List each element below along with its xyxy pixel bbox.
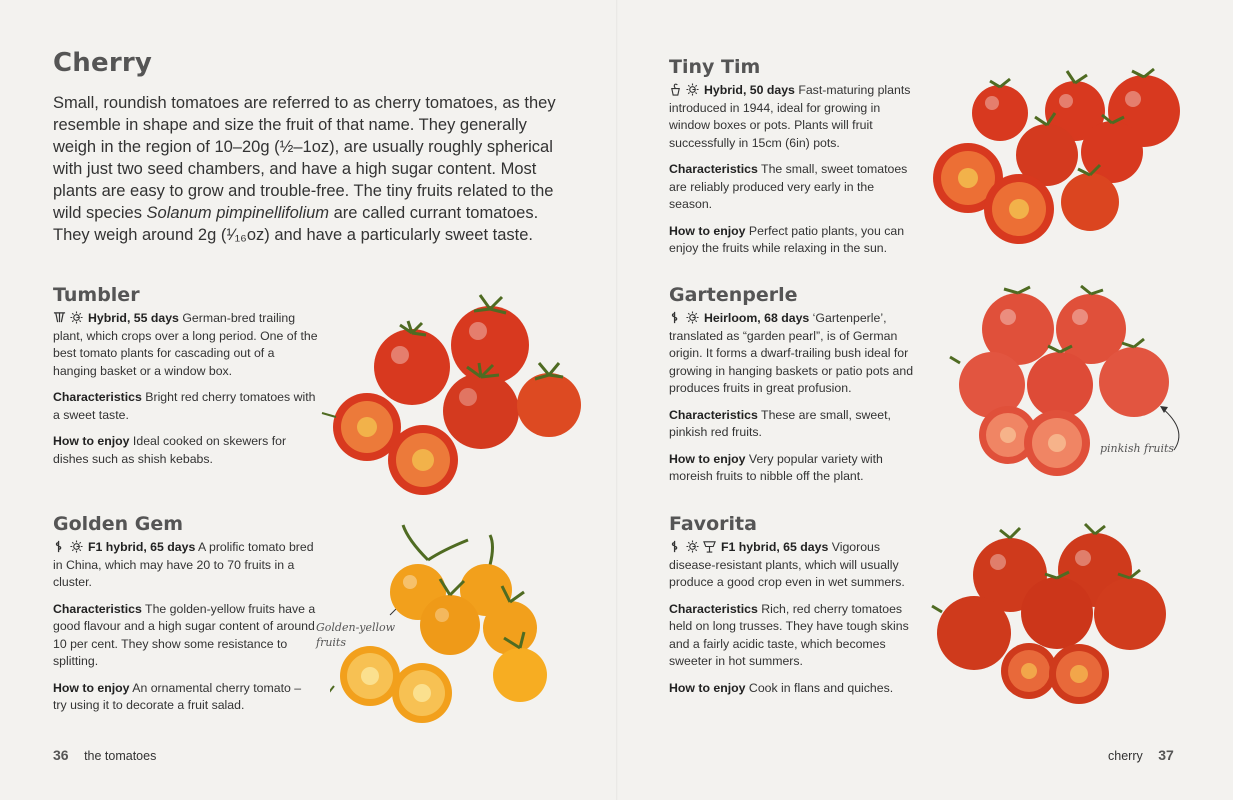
callout-line: fruits <box>316 636 346 649</box>
callout-pinkish-fruits <box>1100 441 1174 456</box>
entry-gartenperle <box>669 284 924 495</box>
entry-favorita <box>669 513 924 706</box>
characteristics <box>53 389 318 424</box>
growing-icons <box>669 83 699 96</box>
variety-description <box>669 82 919 152</box>
variety-desc-text: Vigorous disease-resistant plants, which will usually produce a good crop even in wet summers. <box>669 540 905 589</box>
characteristics <box>669 601 924 671</box>
tiny-tim-tomato-photo <box>930 65 1190 250</box>
variety-name: Tiny Tim <box>669 56 761 78</box>
variety-name: Gartenperle <box>669 284 798 306</box>
intro-paragraph <box>53 92 573 246</box>
tumbler-tomato-photo <box>316 285 591 495</box>
sun-icon <box>686 83 699 96</box>
variety-name: Golden Gem <box>53 513 184 535</box>
sun-icon <box>70 540 83 553</box>
variety-desc-text: A prolific tomato bred in China, which may have 20 to 70 fruits in a cluster. <box>53 540 314 589</box>
characteristics <box>669 407 924 442</box>
variety-desc-text: ‘Gartenperle’, translated as “garden pearl”, is of German origin. It forms a dwarf-trailing bush ideal for growing in hanging baskets or patio pots and produces fruits in great profusion. <box>669 311 914 395</box>
variety-description <box>669 310 924 398</box>
intro-text: Small, roundish tomatoes are referred to as cherry tomatoes, as they resemble in shape and size the fruit of that name. They generally weigh in the region of 10–20g (½–1oz), are usually roughly spherical with just two seed chambers, and have a high sugar content. Most plants are easy to grow and trouble-free. The tiny fruits related to the wild species <box>53 94 556 222</box>
how-to-enjoy <box>669 223 919 258</box>
variety-desc-text: German-bred trailing plant, which crops over a long period. One of the best tomato plants for cascading out of a hanging basket or a window box. <box>53 311 318 378</box>
callout-line: Golden-yellow <box>316 621 396 634</box>
footer-right <box>1108 747 1174 763</box>
page-number: 36 <box>53 747 69 763</box>
how-to-enjoy <box>669 451 924 486</box>
sun-icon <box>686 311 699 324</box>
how-to-enjoy <box>53 433 318 468</box>
resistance-icon <box>703 540 716 553</box>
stake-icon <box>669 540 682 553</box>
variety-type: Heirloom, 68 days <box>704 311 810 325</box>
characteristics-label: Characteristics <box>669 407 758 422</box>
characteristics-text: The small, sweet tomatoes are reliably produced very early in the season. <box>669 162 908 211</box>
trailing-icon <box>53 311 66 324</box>
characteristics-text: Rich, red cherry tomatoes held on long trusses. They have tough skins and a fairly acidic taste, which becomes sweeter in hot summers. <box>669 601 909 668</box>
how-to-enjoy-label: How to enjoy <box>669 680 746 695</box>
growing-icons <box>53 540 83 553</box>
variety-description <box>53 310 318 380</box>
how-to-enjoy-label: How to enjoy <box>669 451 746 466</box>
section-name: cherry <box>1108 749 1143 763</box>
growing-icons <box>53 311 83 324</box>
how-to-enjoy-text: Cook in flans and quiches. <box>745 680 894 695</box>
characteristics-text: Bright red cherry tomatoes with a sweet taste. <box>53 390 316 422</box>
characteristics-text: These are small, sweet, pinkish red fruits. <box>669 407 891 439</box>
characteristics-text: The golden-yellow fruits have a good flavour and a high sugar content of around 10 per cent. They show some resistance to splitting. <box>53 601 316 668</box>
pot-icon <box>669 83 682 96</box>
page-number: 37 <box>1158 747 1174 763</box>
stake-icon <box>669 311 682 324</box>
how-to-enjoy-text: An ornamental cherry tomato – try using it to decorate a fruit salad. <box>53 680 302 712</box>
how-to-enjoy-label: How to enjoy <box>53 680 130 695</box>
entry-golden-gem <box>53 513 318 724</box>
characteristics <box>669 161 919 214</box>
variety-description <box>53 539 318 592</box>
section-name: the tomatoes <box>84 749 157 763</box>
intro-text-end: are called currant tomatoes. They weigh around 2g (¹⁄₁₆oz) and have a particularly sweet taste. <box>53 204 539 244</box>
how-to-enjoy <box>53 680 318 715</box>
growing-icons <box>669 540 716 553</box>
entry-tumbler <box>53 284 318 477</box>
how-to-enjoy-label: How to enjoy <box>53 434 130 448</box>
variety-type: F1 hybrid, 65 days <box>88 540 196 554</box>
species-name: Solanum pimpinellifolium <box>146 204 330 222</box>
how-to-enjoy-text: Very popular variety with moreish fruits to nibble off the plant. <box>669 451 883 483</box>
variety-desc-text: Fast-maturing plants introduced in 1944, ideal for growing in window boxes or pots. Plants will fruit successfully in 15cm (6in) pots. <box>669 83 911 150</box>
how-to-enjoy <box>669 680 924 698</box>
sun-icon <box>70 311 83 324</box>
how-to-enjoy-text: Ideal cooked on skewers for dishes such as shish kebabs. <box>53 434 287 466</box>
how-to-enjoy-text: Perfect patio plants, you can enjoy the fruits while relaxing in the sun. <box>669 223 905 255</box>
sun-icon <box>686 540 699 553</box>
variety-type: F1 hybrid, 65 days <box>721 540 829 554</box>
growing-icons <box>669 311 699 324</box>
callout-line: pinkish fruits <box>1100 442 1175 455</box>
variety-description <box>669 539 924 592</box>
variety-type: Hybrid, 55 days <box>88 311 179 325</box>
how-to-enjoy-label: How to enjoy <box>669 223 746 238</box>
golden-gem-tomato-photo <box>330 520 560 730</box>
characteristics-label: Characteristics <box>669 162 758 176</box>
characteristics-label: Characteristics <box>53 390 142 404</box>
characteristics-label: Characteristics <box>53 601 142 616</box>
characteristics-label: Characteristics <box>669 601 758 616</box>
variety-type: Hybrid, 50 days <box>704 83 795 97</box>
footer-left <box>53 747 156 763</box>
variety-name: Favorita <box>669 513 757 535</box>
page-spine <box>616 0 618 800</box>
characteristics <box>53 601 318 671</box>
favorita-tomato-photo <box>930 520 1175 710</box>
variety-name: Tumbler <box>53 284 140 306</box>
entry-tiny-tim <box>669 56 919 267</box>
page-title: Cherry <box>53 48 153 78</box>
stake-icon <box>53 540 66 553</box>
